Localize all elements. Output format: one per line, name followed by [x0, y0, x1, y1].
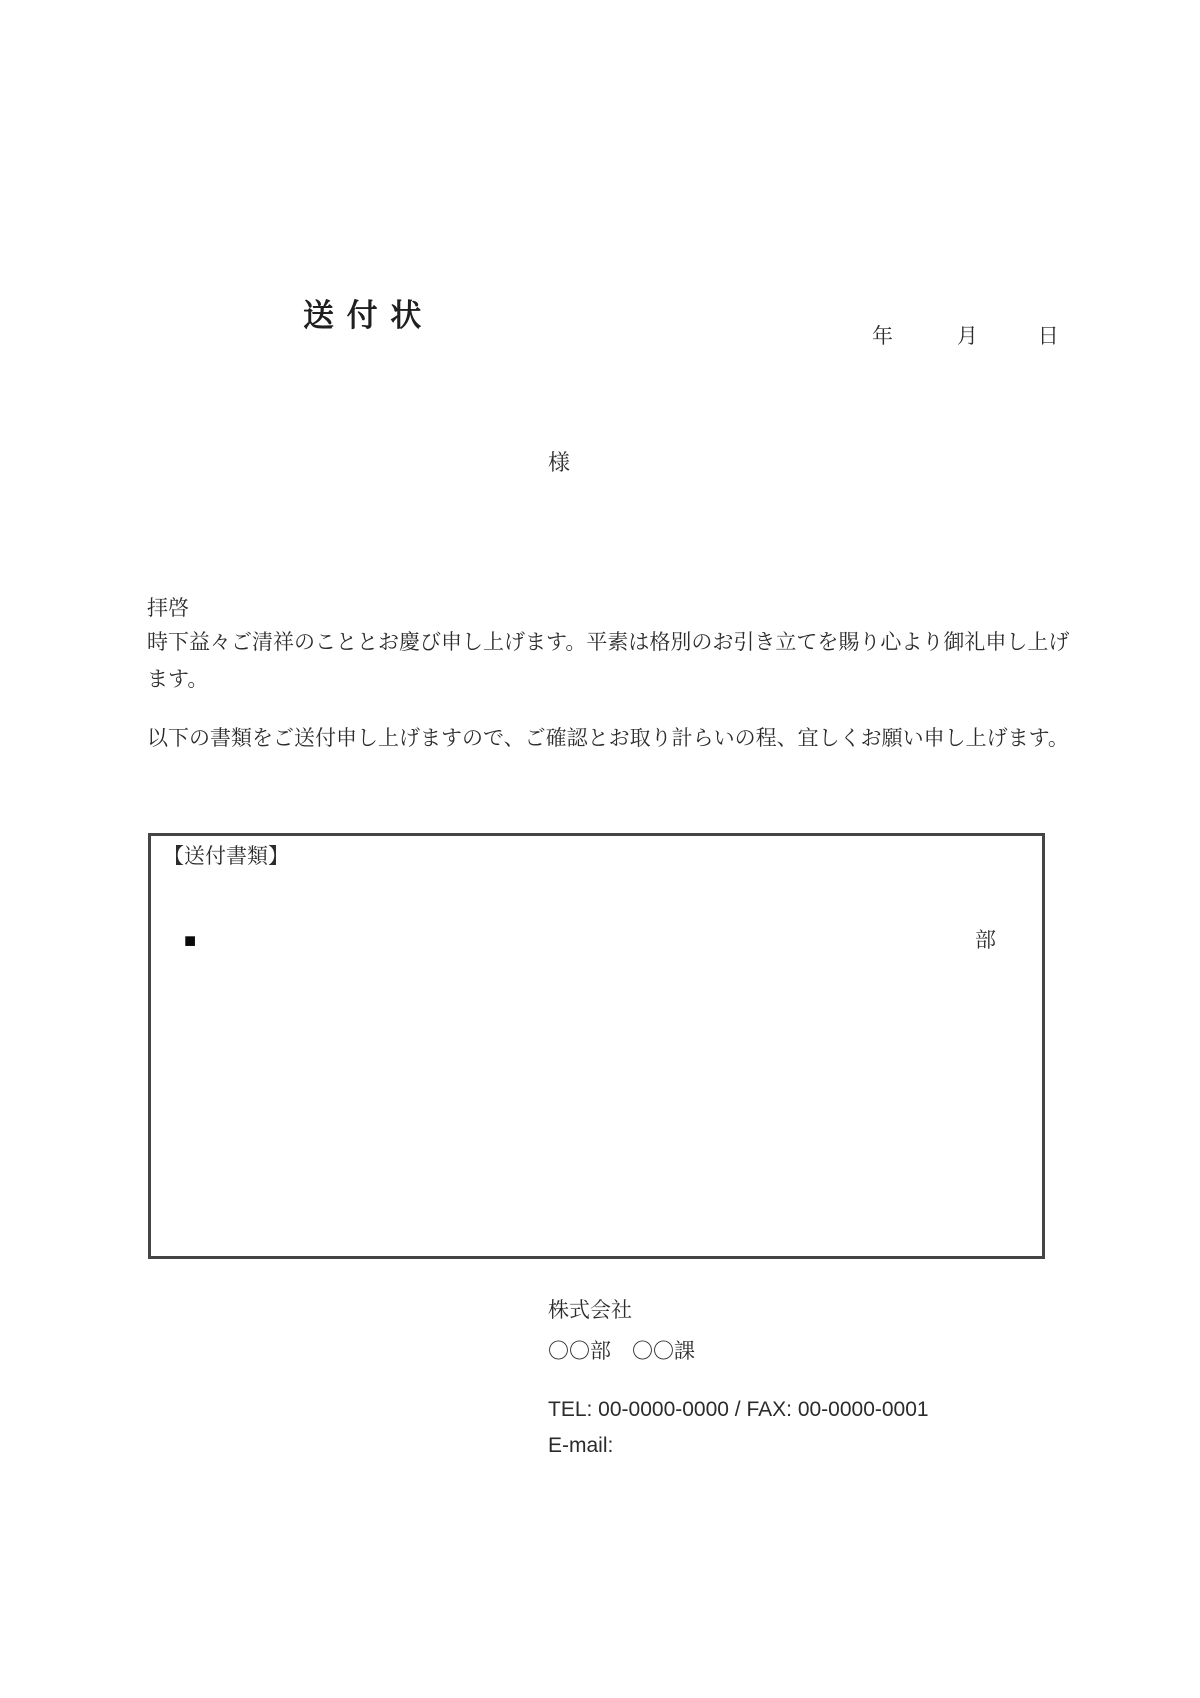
date-line — [872, 320, 1059, 350]
enclosure-item-row — [151, 930, 1042, 960]
document-title: 送 付 状 — [303, 298, 424, 333]
sender-tel-fax: TEL: 00-0000-0000 / FAX: 00-0000-0001 — [548, 1398, 929, 1421]
recipient-honorific-label: 様 — [548, 450, 571, 475]
body-paragraph-purpose: 以下の書類をご送付申し上げますので、ご確認とお取り計らいの程、宜しくお願い申し上げます。 — [147, 727, 1069, 750]
sender-department: 〇〇部 〇〇課 — [548, 1340, 695, 1363]
body-paragraph-courtesy: 時下益々ご清祥のこととお慶び申し上げます。平素は格別のお引き立てを賜り心より御礼申し上げます。 — [147, 631, 1070, 691]
date-year-label: 年 — [872, 325, 893, 348]
enclosure-box — [148, 833, 1045, 1259]
date-month-label: 月 — [956, 325, 978, 348]
sender-company-name: 株式会社 — [548, 1299, 632, 1322]
date-day-label: 日 — [1037, 325, 1059, 348]
sender-block — [548, 1294, 929, 1458]
square-bullet-icon: ■ — [184, 930, 197, 952]
sender-email-label: E-mail: — [548, 1434, 614, 1457]
greeting-salutation: 拝啓 — [147, 597, 189, 620]
quantity-unit-label: 部 — [975, 929, 996, 952]
enclosure-box-heading: 【送付書類】 — [163, 845, 289, 868]
